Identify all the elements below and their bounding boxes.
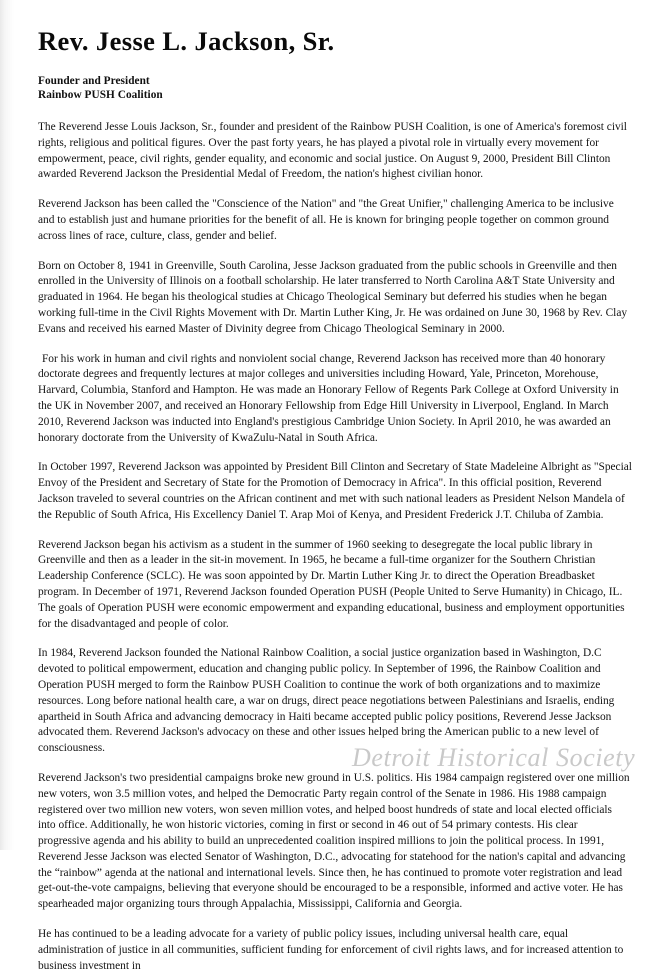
- subheading-block: [38, 74, 632, 103]
- paragraph-6: Reverend Jackson began his activism as a student in the summer of 1960 seeking to desegregate the local public library in Greenville and then as a leader in the sit-in movement. In 1965, he became a full-time organizer for the Southern Christian Leadership Conference (SCLC). He was soon appointed by Dr. Martin Luther King Jr. to direct the Operation Breadbasket program. In December of 1971, Reverend Jackson founded Operation PUSH (People United to Serve Humanity) in Chicago, IL. The goals of Operation PUSH were economic empowerment and expanding educational, business and employment opportunities for the disadvantaged and people of color.: [38, 538, 625, 630]
- subheading-organization: Rainbow PUSH Coalition: [38, 89, 163, 102]
- paragraph-1: The Reverend Jesse Louis Jackson, Sr., founder and president of the Rainbow PUSH Coalition, is one of America's foremost civil rights, religious and political figures. Over the past forty years, he has played a pivotal role in virtually every movement for empowerment, peace, civil rights, gender equality, and economic and social justice. On August 9, 2000, President Bill Clinton awarded Reverend Jackson the Presidential Medal of Freedom, the nation's highest civilian honor.: [38, 121, 627, 181]
- watermark: Detroit Historical Society: [352, 743, 636, 772]
- paragraph-4: For his work in human and civil rights and nonviolent social change, Reverend Jackson has received more than 40 honorary doctorate degrees and frequently lectures at major colleges and universities including Howard, Yale, Princeton, Morehouse, Harvard, Columbia, Stanford and Hampton. He was made an Honorary Fellow of Regents Park College at Oxford University in the UK in November 2007, and received an Honorary Fellowship from Edge Hill University in Liverpool, England. In March 2010, Reverend Jackson was inducted into England's prestigious Cambridge Union Society. In April 2010, he was awarded an honorary doctorate from the University of KwaZulu-Natal in South Africa.: [38, 352, 619, 444]
- paragraph-8: Reverend Jackson's two presidential campaigns broke new ground in U.S. politics. His 1984 campaign registered over one million new voters, won 3.5 million votes, and helped the Democratic Party regain control of the Senate in 1986. His 1988 campaign registered over two million new voters, won seven million votes, and helped boost hundreds of state and local elected officials into office. Additionally, he won historic victories, coming in first or second in 46 out of 54 primary contests. His clear progressive agenda and his ability to build an unprecedented coalition inspired millions to join the political process. In 1991, Reverend Jesse Jackson was elected Senator of Washington, D.C., advocating for statehood for the nation's capital and advancing the “rainbow” agenda at the national and international levels. Since then, he has continued to promote voter registration and lead get-out-the-vote campaigns, believing that everyone should be encouraged to be a responsible, informed and active voter. He has spearheaded major organizing tours through Appalachia, Mississippi, California and Georgia.: [38, 771, 630, 911]
- page-title: Rev. Jesse L. Jackson, Sr.: [38, 26, 335, 56]
- paragraph-9: He has continued to be a leading advocate for a variety of public policy issues, including universal health care, equal administration of justice in all communities, sufficient funding for enforcement of civil rights laws, and for increased attention to business investment in: [38, 928, 624, 972]
- paragraph-2: Reverend Jackson has been called the "Conscience of the Nation" and "the Great Unifier," challenging America to be inclusive and to establish just and humane priorities for the benefit of all. He is known for bringing people together on common ground across lines of race, culture, class, gender and belief.: [38, 198, 614, 242]
- subheading-role: Founder and President: [38, 74, 150, 87]
- paragraph-7: In 1984, Reverend Jackson founded the National Rainbow Coalition, a social justice organization based in Washington, D.C devoted to political empowerment, education and changing public policy. In September of 1996, the Rainbow Coalition and Operation PUSH merged to form the Rainbow PUSH Coalition to continue the work of both organizations and to maximize resources. Long before national health care, a war on drugs, direct peace negotiations between Palestinians and Israelis, ending apartheid in South Africa and advancing democracy in Haiti became accepted public policy positions, Reverend Jesse Jackson advocated them. Reverend Jackson's advocacy on these and other issues helped bring the American public to a new level of consciousness.: [38, 647, 615, 755]
- paragraph-5: In October 1997, Reverend Jackson was appointed by President Bill Clinton and Secretary of State Madeleine Albright as "Special Envoy of the President and Secretary of State for the Promotion of Democracy in Africa". In this official position, Reverend Jackson traveled to several countries on the African continent and met with such national leaders as President Nelson Mandela of the Republic of South Africa, His Excellency Daniel T. Arap Moi of Kenya, and President Frederick J.T. Chiluba of Zambia.: [38, 461, 632, 521]
- paragraph-3: Born on October 8, 1941 in Greenville, South Carolina, Jesse Jackson graduated from the public schools in Greenville and then enrolled in the University of Illinois on a football scholarship. He later transferred to North Carolina A&T State University and graduated in 1964. He began his theological studies at Chicago Theological Seminary but deferred his studies when he began working full-time in the Civil Rights Movement with Dr. Martin Luther King, Jr. He was ordained on June 30, 1968 by Rev. Clay Evans and received his earned Master of Divinity degree from Chicago Theological Seminary in 2000.: [38, 259, 628, 335]
- body-text: [38, 120, 632, 974]
